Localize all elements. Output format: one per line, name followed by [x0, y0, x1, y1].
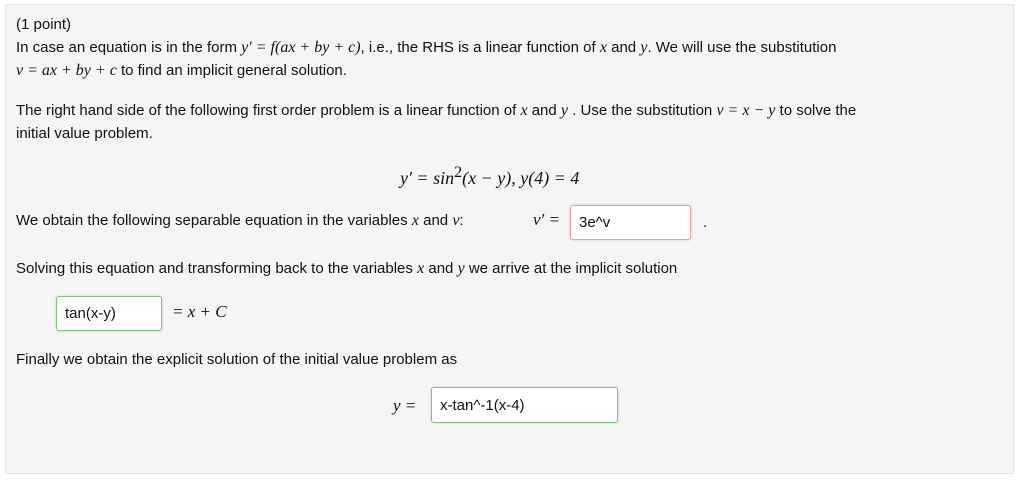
intro-line-2: [16, 62, 347, 80]
problem-text-3: to solve the: [775, 102, 857, 119]
implicit-text-2: we arrive at the implicit solution: [464, 260, 678, 277]
problem-text-1: The right hand side of the following first order problem is a linear function of: [16, 102, 521, 119]
implicit-and: and: [424, 260, 458, 277]
problem-and: and: [527, 102, 561, 119]
problem-var-x: x: [520, 102, 528, 119]
intro-text-4: to find an implicit general solution.: [116, 62, 347, 79]
explicit-answer-input[interactable]: [431, 387, 618, 423]
explicit-lhs: y =: [393, 396, 417, 415]
separable-line: [16, 212, 464, 230]
separable-colon: :: [459, 212, 464, 229]
ode-rhs: (x − y), y(4) = 4: [462, 168, 580, 188]
intro-sub-eq: v = ax + by + c: [16, 62, 117, 79]
separable-lhs: v′ =: [533, 210, 560, 229]
separable-period: .: [703, 214, 708, 231]
separable-var-v: v: [452, 212, 460, 229]
ode-lhs: y′ = sin: [400, 168, 455, 188]
ode-exponent: 2: [454, 164, 463, 181]
separable-answer-value: 3e^v: [579, 214, 611, 231]
separable-text: We obtain the following separable equation in the variables: [16, 212, 412, 229]
intro-text-1: In case an equation is in the form: [16, 39, 242, 56]
implicit-line: [16, 260, 677, 278]
explicit-line: Finally we obtain the explicit solution of the initial value problem as: [16, 351, 458, 368]
problem-text-2: . Use the substitution: [568, 102, 717, 119]
problem-sub: v = x − y: [716, 102, 776, 119]
intro-eq-form: y′ = f(ax + by + c): [241, 39, 361, 56]
problem-line-2: initial value problem.: [16, 125, 153, 142]
implicit-answer-input[interactable]: [56, 296, 162, 331]
intro-text-3: . We will use the substitution: [647, 39, 837, 56]
implicit-text-1: Solving this equation and transforming back to the variables: [16, 260, 418, 277]
explicit-answer-value: x-tan^-1(x-4): [440, 396, 525, 414]
implicit-answer-value: tan(x-y): [65, 305, 116, 322]
problem-var-y: y: [560, 102, 569, 119]
implicit-rhs: = x + C: [172, 302, 227, 321]
separable-var-x: x: [411, 212, 419, 229]
intro-line-1: [16, 39, 836, 57]
points-label: (1 point): [16, 16, 72, 33]
separable-and: and: [418, 212, 453, 229]
separable-answer-input[interactable]: [570, 205, 691, 240]
intro-var-x: x: [599, 39, 607, 56]
intro-var-y: y: [640, 39, 648, 56]
implicit-var-y: y: [457, 260, 465, 277]
problem-line-1: [16, 102, 856, 120]
intro-and: and: [606, 39, 641, 56]
ode-equation: [400, 164, 579, 189]
implicit-var-x: x: [417, 260, 425, 277]
intro-text-2: , i.e., the RHS is a linear function of: [360, 39, 600, 56]
